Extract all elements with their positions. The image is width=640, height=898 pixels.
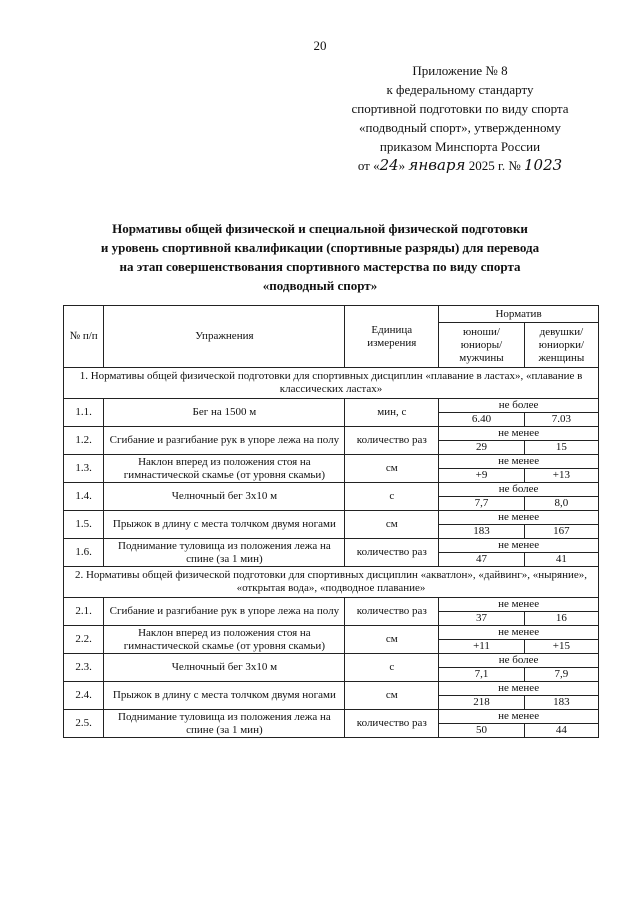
- row-value-girls: 183: [524, 696, 598, 710]
- row-num: 1.4.: [64, 483, 104, 511]
- row-value-girls: 41: [524, 553, 598, 567]
- row-num: 2.5.: [64, 710, 104, 738]
- row-condition: не менее: [439, 598, 599, 612]
- row-value-boys: 50: [439, 724, 525, 738]
- appendix-line1: Приложение № 8: [412, 63, 508, 78]
- row-value-girls: 8,0: [524, 497, 598, 511]
- row-value-boys: +9: [439, 469, 525, 483]
- row-condition: не менее: [439, 427, 599, 441]
- row-unit: мин, с: [345, 399, 439, 427]
- row-value-boys: 218: [439, 696, 525, 710]
- row-condition: не более: [439, 654, 599, 668]
- header-exercise: Упражнения: [104, 306, 345, 368]
- row-exercise: Прыжок в длину с места толчком двумя ногами: [104, 511, 345, 539]
- table-row: [64, 427, 599, 441]
- row-unit: количество раз: [345, 598, 439, 626]
- date-year: 2025 г. №: [468, 158, 521, 173]
- row-exercise: Сгибание и разгибание рук в упоре лежа на полу: [104, 427, 345, 455]
- row-exercise: Наклон вперед из положения стоя на гимнастической скамье (от уровня скамьи): [104, 626, 345, 654]
- row-exercise: Челночный бег 3х10 м: [104, 654, 345, 682]
- row-condition: не менее: [439, 682, 599, 696]
- page-number: 20: [313, 38, 327, 53]
- header-unit: Единица измерения: [345, 306, 439, 368]
- appendix-header: [290, 61, 630, 175]
- row-unit: с: [345, 654, 439, 682]
- row-unit: количество раз: [345, 710, 439, 738]
- row-value-boys: 37: [439, 612, 525, 626]
- row-value-boys: +11: [439, 640, 525, 654]
- row-exercise: Поднимание туловища из положения лежа на спине (за 1 мин): [104, 539, 345, 567]
- title-line1: Нормативы общей физической и специальной физической подготовки: [112, 221, 528, 236]
- row-unit: см: [345, 682, 439, 710]
- row-unit: см: [345, 626, 439, 654]
- row-value-girls: 16: [524, 612, 598, 626]
- date-day: 24: [379, 156, 399, 174]
- row-condition: не менее: [439, 710, 599, 724]
- header-boys: юноши/ юниоры/ мужчины: [439, 323, 525, 368]
- table-row: [64, 399, 599, 413]
- row-num: 2.3.: [64, 654, 104, 682]
- row-exercise: Бег на 1500 м: [104, 399, 345, 427]
- row-value-girls: 7,9: [524, 668, 598, 682]
- row-num: 1.1.: [64, 399, 104, 427]
- document-title: [40, 219, 600, 295]
- row-condition: не менее: [439, 626, 599, 640]
- row-value-boys: 29: [439, 441, 525, 455]
- section-1: [64, 368, 599, 399]
- row-value-girls: 7.03: [524, 413, 598, 427]
- row-exercise: Челночный бег 3х10 м: [104, 483, 345, 511]
- appendix-line3: спортивной подготовки по виду спорта: [351, 101, 569, 116]
- row-exercise: Сгибание и разгибание рук в упоре лежа на полу: [104, 598, 345, 626]
- date-mid: »: [398, 158, 406, 173]
- row-num: 1.2.: [64, 427, 104, 455]
- row-condition: не менее: [439, 455, 599, 469]
- row-value-boys: 47: [439, 553, 525, 567]
- table-row: [64, 682, 599, 696]
- row-value-girls: 15: [524, 441, 598, 455]
- row-value-boys: 6.40: [439, 413, 525, 427]
- row-value-boys: 7,7: [439, 497, 525, 511]
- row-exercise: Поднимание туловища из положения лежа на спине (за 1 мин): [104, 710, 345, 738]
- header-num: № п/п: [64, 306, 104, 368]
- date-month: января: [408, 156, 466, 174]
- row-condition: не менее: [439, 539, 599, 553]
- norms-table: [63, 305, 599, 738]
- header-girls: девушки/ юниорки/ женщины: [524, 323, 598, 368]
- table-row: [64, 511, 599, 525]
- table-row: [64, 710, 599, 724]
- header-norm: Норматив: [439, 306, 599, 323]
- row-num: 1.5.: [64, 511, 104, 539]
- row-condition: не более: [439, 483, 599, 497]
- row-unit: см: [345, 455, 439, 483]
- appendix-line5: приказом Минспорта России: [379, 139, 541, 154]
- row-unit: количество раз: [345, 427, 439, 455]
- title-line4: «подводный спорт»: [262, 278, 378, 293]
- table-row: [64, 598, 599, 612]
- appendix-date-line: [290, 156, 630, 175]
- row-num: 1.3.: [64, 455, 104, 483]
- row-num: 2.1.: [64, 598, 104, 626]
- table-row: [64, 483, 599, 497]
- section-2-title: 2. Нормативы общей физической подготовки для спортивных дисциплин «акватлон», «дайвинг», «ныряние», «открытая вода», «подводное плавание»: [64, 567, 599, 598]
- row-num: 2.2.: [64, 626, 104, 654]
- row-value-girls: 167: [524, 525, 598, 539]
- appendix-line4: «подводный спорт», утвержденному: [359, 120, 561, 135]
- row-num: 2.4.: [64, 682, 104, 710]
- appendix-line2: к федеральному стандарту: [386, 82, 534, 97]
- title-line2: и уровень спортивной квалификации (спортивные разряды) для перевода: [100, 240, 540, 255]
- table-row: [64, 455, 599, 469]
- order-number: 1023: [523, 156, 563, 174]
- row-unit: с: [345, 483, 439, 511]
- date-prefix: от «: [357, 158, 380, 173]
- section-2: [64, 567, 599, 598]
- row-condition: не менее: [439, 511, 599, 525]
- row-value-girls: +15: [524, 640, 598, 654]
- table-row: [64, 539, 599, 553]
- title-line3: на этап совершенствования спортивного мастерства по виду спорта: [119, 259, 521, 274]
- row-num: 1.6.: [64, 539, 104, 567]
- row-unit: количество раз: [345, 539, 439, 567]
- row-condition: не более: [439, 399, 599, 413]
- row-value-girls: 44: [524, 724, 598, 738]
- section-1-title: 1. Нормативы общей физической подготовки для спортивных дисциплин «плавание в ластах», «плавание в классических ластах»: [64, 368, 599, 399]
- row-value-boys: 7,1: [439, 668, 525, 682]
- row-value-girls: +13: [524, 469, 598, 483]
- row-value-boys: 183: [439, 525, 525, 539]
- table-row: [64, 626, 599, 640]
- row-unit: см: [345, 511, 439, 539]
- row-exercise: Прыжок в длину с места толчком двумя ногами: [104, 682, 345, 710]
- table-row: [64, 654, 599, 668]
- row-exercise: Наклон вперед из положения стоя на гимнастической скамье (от уровня скамьи): [104, 455, 345, 483]
